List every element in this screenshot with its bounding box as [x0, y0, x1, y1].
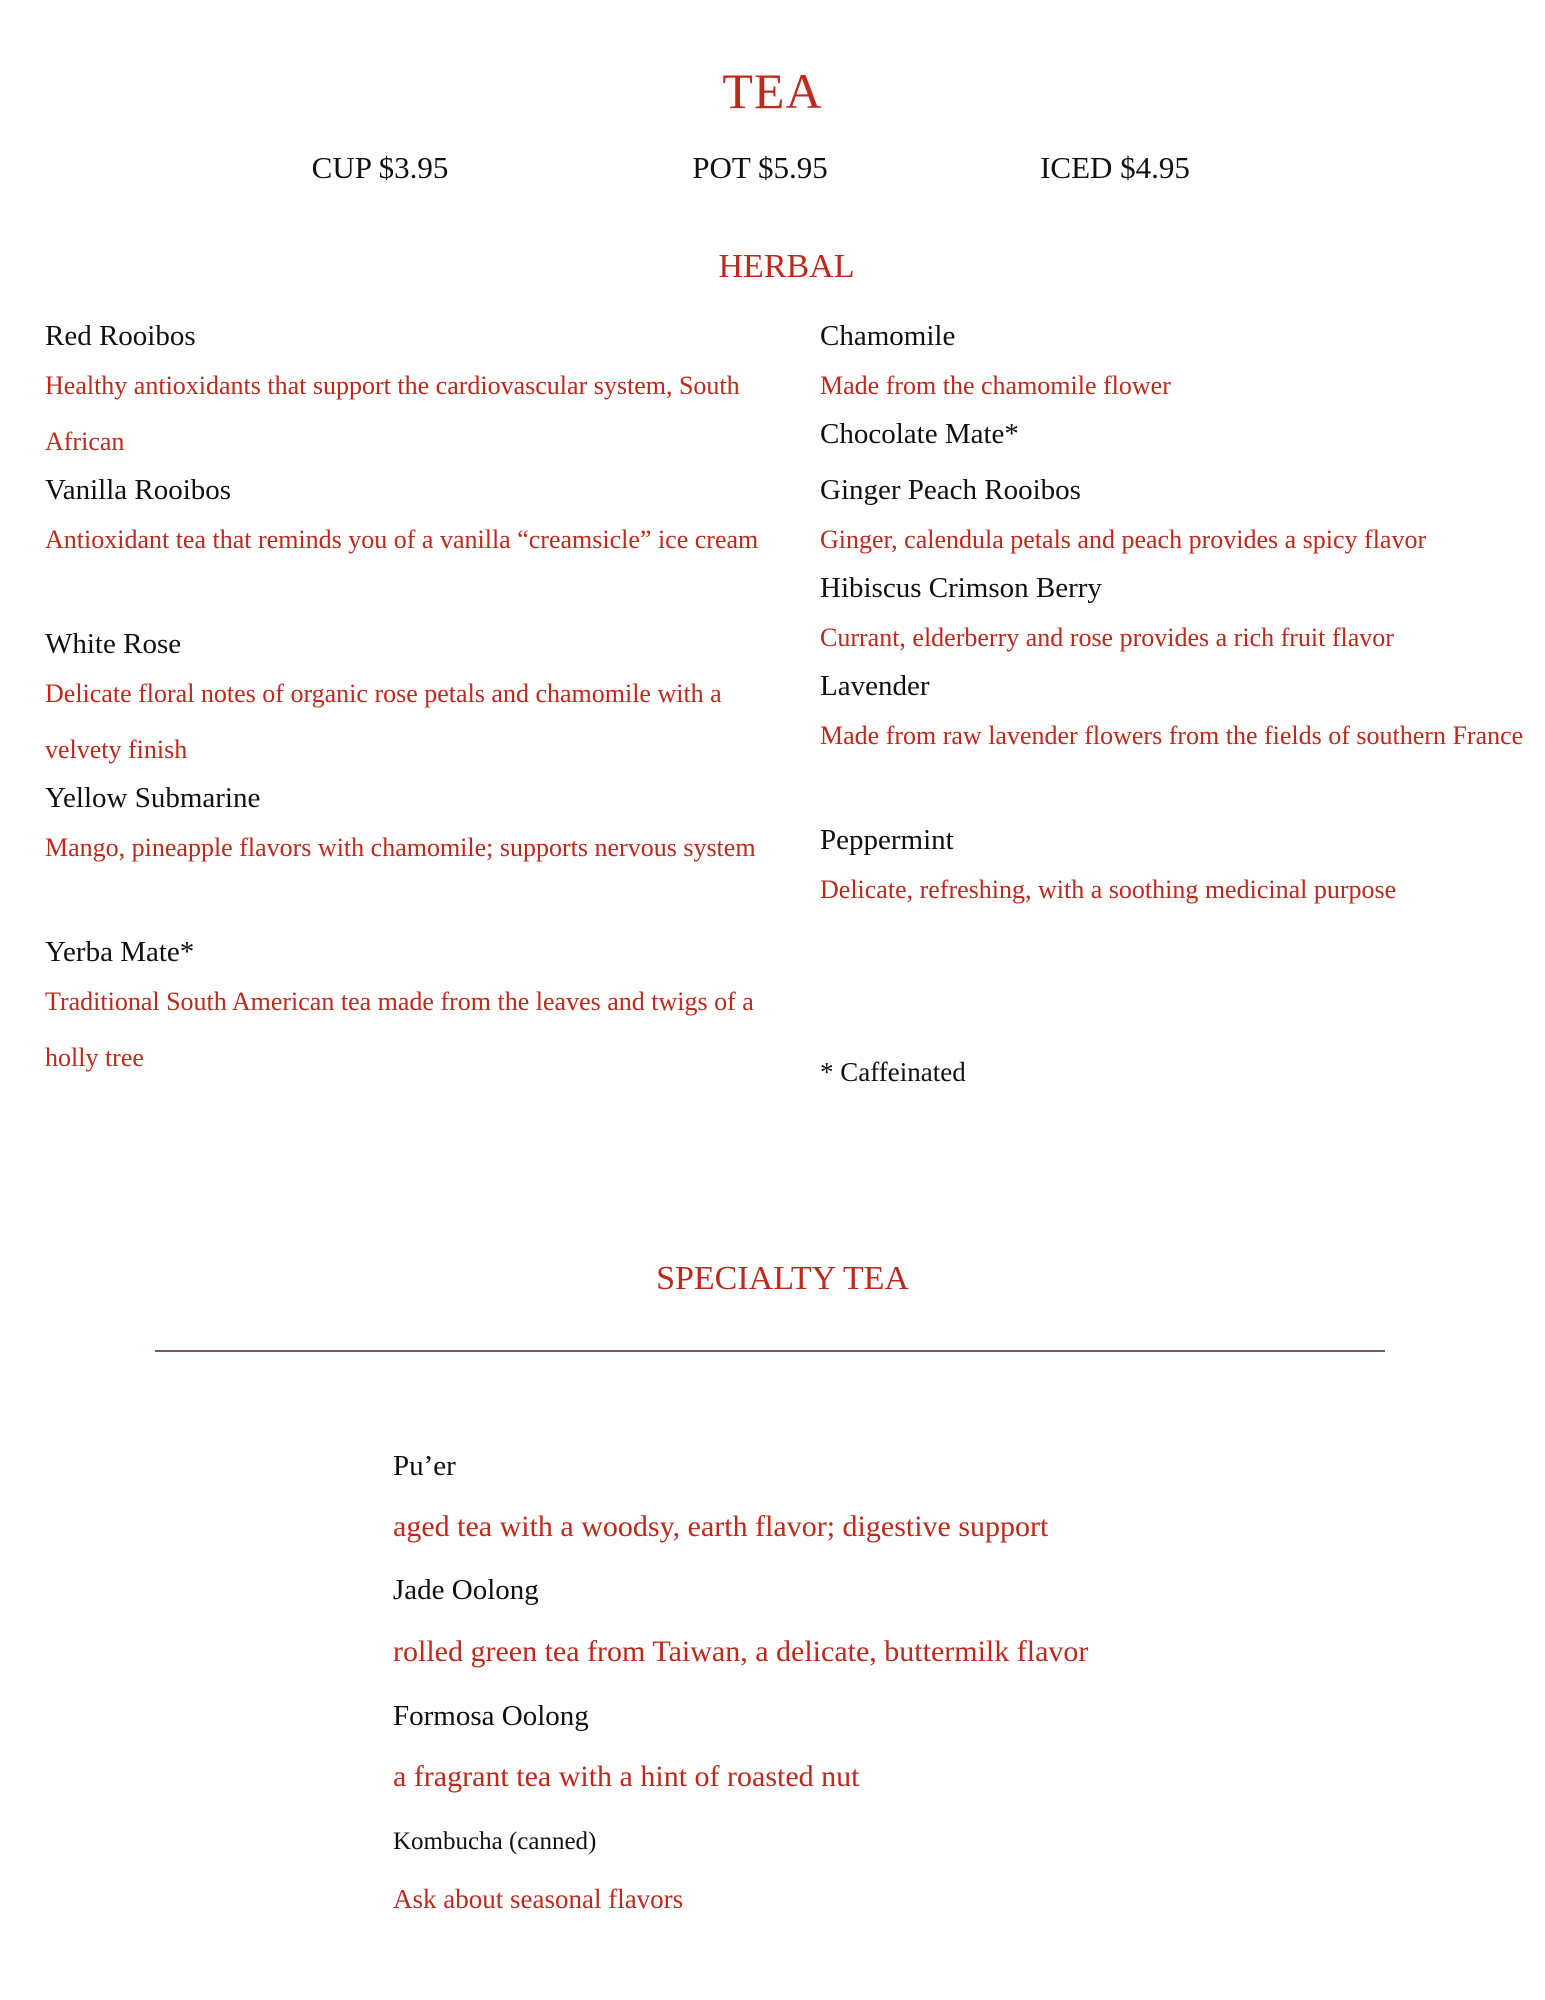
specialty-tea-name: Formosa Oolong: [393, 1700, 589, 1732]
caffeinated-footnote: * Caffeinated: [820, 1057, 966, 1087]
section-heading-specialty: SPECIALTY TEA: [656, 1260, 909, 1297]
menu-title: TEA: [722, 63, 823, 119]
tea-name: Chamomile: [820, 320, 956, 352]
specialty-tea-name: Kombucha (canned): [393, 1828, 597, 1855]
section-heading-herbal: HERBAL: [718, 248, 855, 285]
tea-description: Antioxidant tea that reminds you of a vanilla “creamsicle” ice cream: [45, 525, 759, 554]
herbal-left-column: [45, 318, 785, 1088]
tea-name: Red Rooibos: [45, 320, 196, 352]
tea-name: Yerba Mate*: [45, 936, 195, 968]
tea-name: Hibiscus Crimson Berry: [820, 572, 1102, 604]
specialty-tea-name: Pu’er: [393, 1450, 456, 1482]
specialty-tea-description: rolled green tea from Taiwan, a delicate, buttermilk flavor: [393, 1635, 1089, 1668]
tea-name: Lavender: [820, 670, 930, 702]
tea-description: Delicate, refreshing, with a soothing medicinal purpose: [820, 875, 1397, 904]
tea-name: White Rose: [45, 628, 182, 660]
tea-description: Currant, elderberry and rose provides a rich fruit flavor: [820, 623, 1394, 652]
tea-description: Made from raw lavender flowers from the fields of southern France: [820, 721, 1524, 750]
herbal-right-column: [820, 318, 1545, 920]
tea-description: Mango, pineapple flavors with chamomile; supports nervous system: [45, 833, 756, 862]
tea-name: Vanilla Rooibos: [45, 474, 232, 506]
price-cup: CUP $3.95: [311, 150, 449, 185]
tea-description: Delicate floral notes of organic rose petals and chamomile with a velvety finish: [45, 679, 722, 764]
tea-name: Chocolate Mate*: [820, 418, 1019, 450]
tea-name: Ginger Peach Rooibos: [820, 474, 1081, 506]
tea-description: Healthy antioxidants that support the cardiovascular system, South African: [45, 371, 740, 456]
spacer: [820, 458, 1545, 472]
tea-description: Made from the chamomile flower: [820, 371, 1171, 400]
tea-name: Yellow Submarine: [45, 782, 261, 814]
specialty-tea-description: Ask about seasonal flavors: [393, 1884, 684, 1914]
section-divider: [155, 1350, 1385, 1352]
specialty-tea-description: a fragrant tea with a hint of roasted nut: [393, 1760, 860, 1793]
tea-name: Peppermint: [820, 824, 954, 856]
specialty-tea-description: aged tea with a woodsy, earth flavor; digestive support: [393, 1510, 1049, 1543]
price-pot: POT $5.95: [692, 150, 828, 185]
tea-description: Ginger, calendula petals and peach provides a spicy flavor: [820, 525, 1427, 554]
price-iced: ICED $4.95: [1040, 150, 1190, 185]
tea-description: Traditional South American tea made from the leaves and twigs of a holly tree: [45, 987, 754, 1072]
specialty-tea-name: Jade Oolong: [393, 1574, 539, 1606]
